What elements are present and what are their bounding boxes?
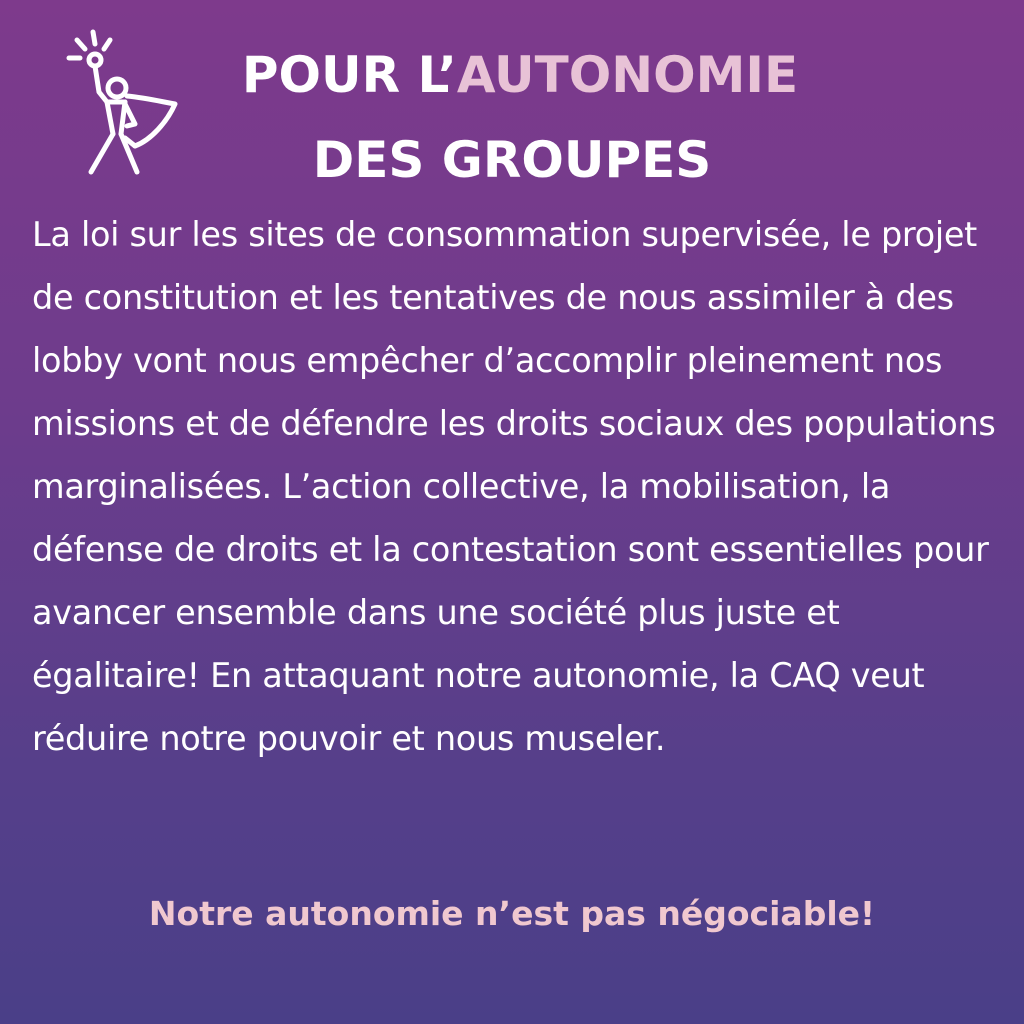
body-paragraph: La loi sur les sites de consommation supervisée, le projet de constitution et les tentatives de nous assimiler à des lobby vont nous empêcher d’accomplir pleinement nos missions et de défendre les droits sociaux des populations marginalisées. L’action collective, la mobilisation, la défense de droits et la contestation sont essentielles pour avancer ensemble dans une société plus juste et égalitaire! En attaquant notre autonomie, la CAQ veut réduire notre pouvoir et nous museler. <box>32 215 996 758</box>
title-prefix: POUR L’ <box>241 46 457 104</box>
tagline: Notre autonomie n’est pas négociable! <box>148 894 876 933</box>
title-accent: AUTONOMIE <box>456 46 799 104</box>
title-line-2: DES GROUPES <box>312 131 712 189</box>
title-line-1 <box>120 45 920 105</box>
